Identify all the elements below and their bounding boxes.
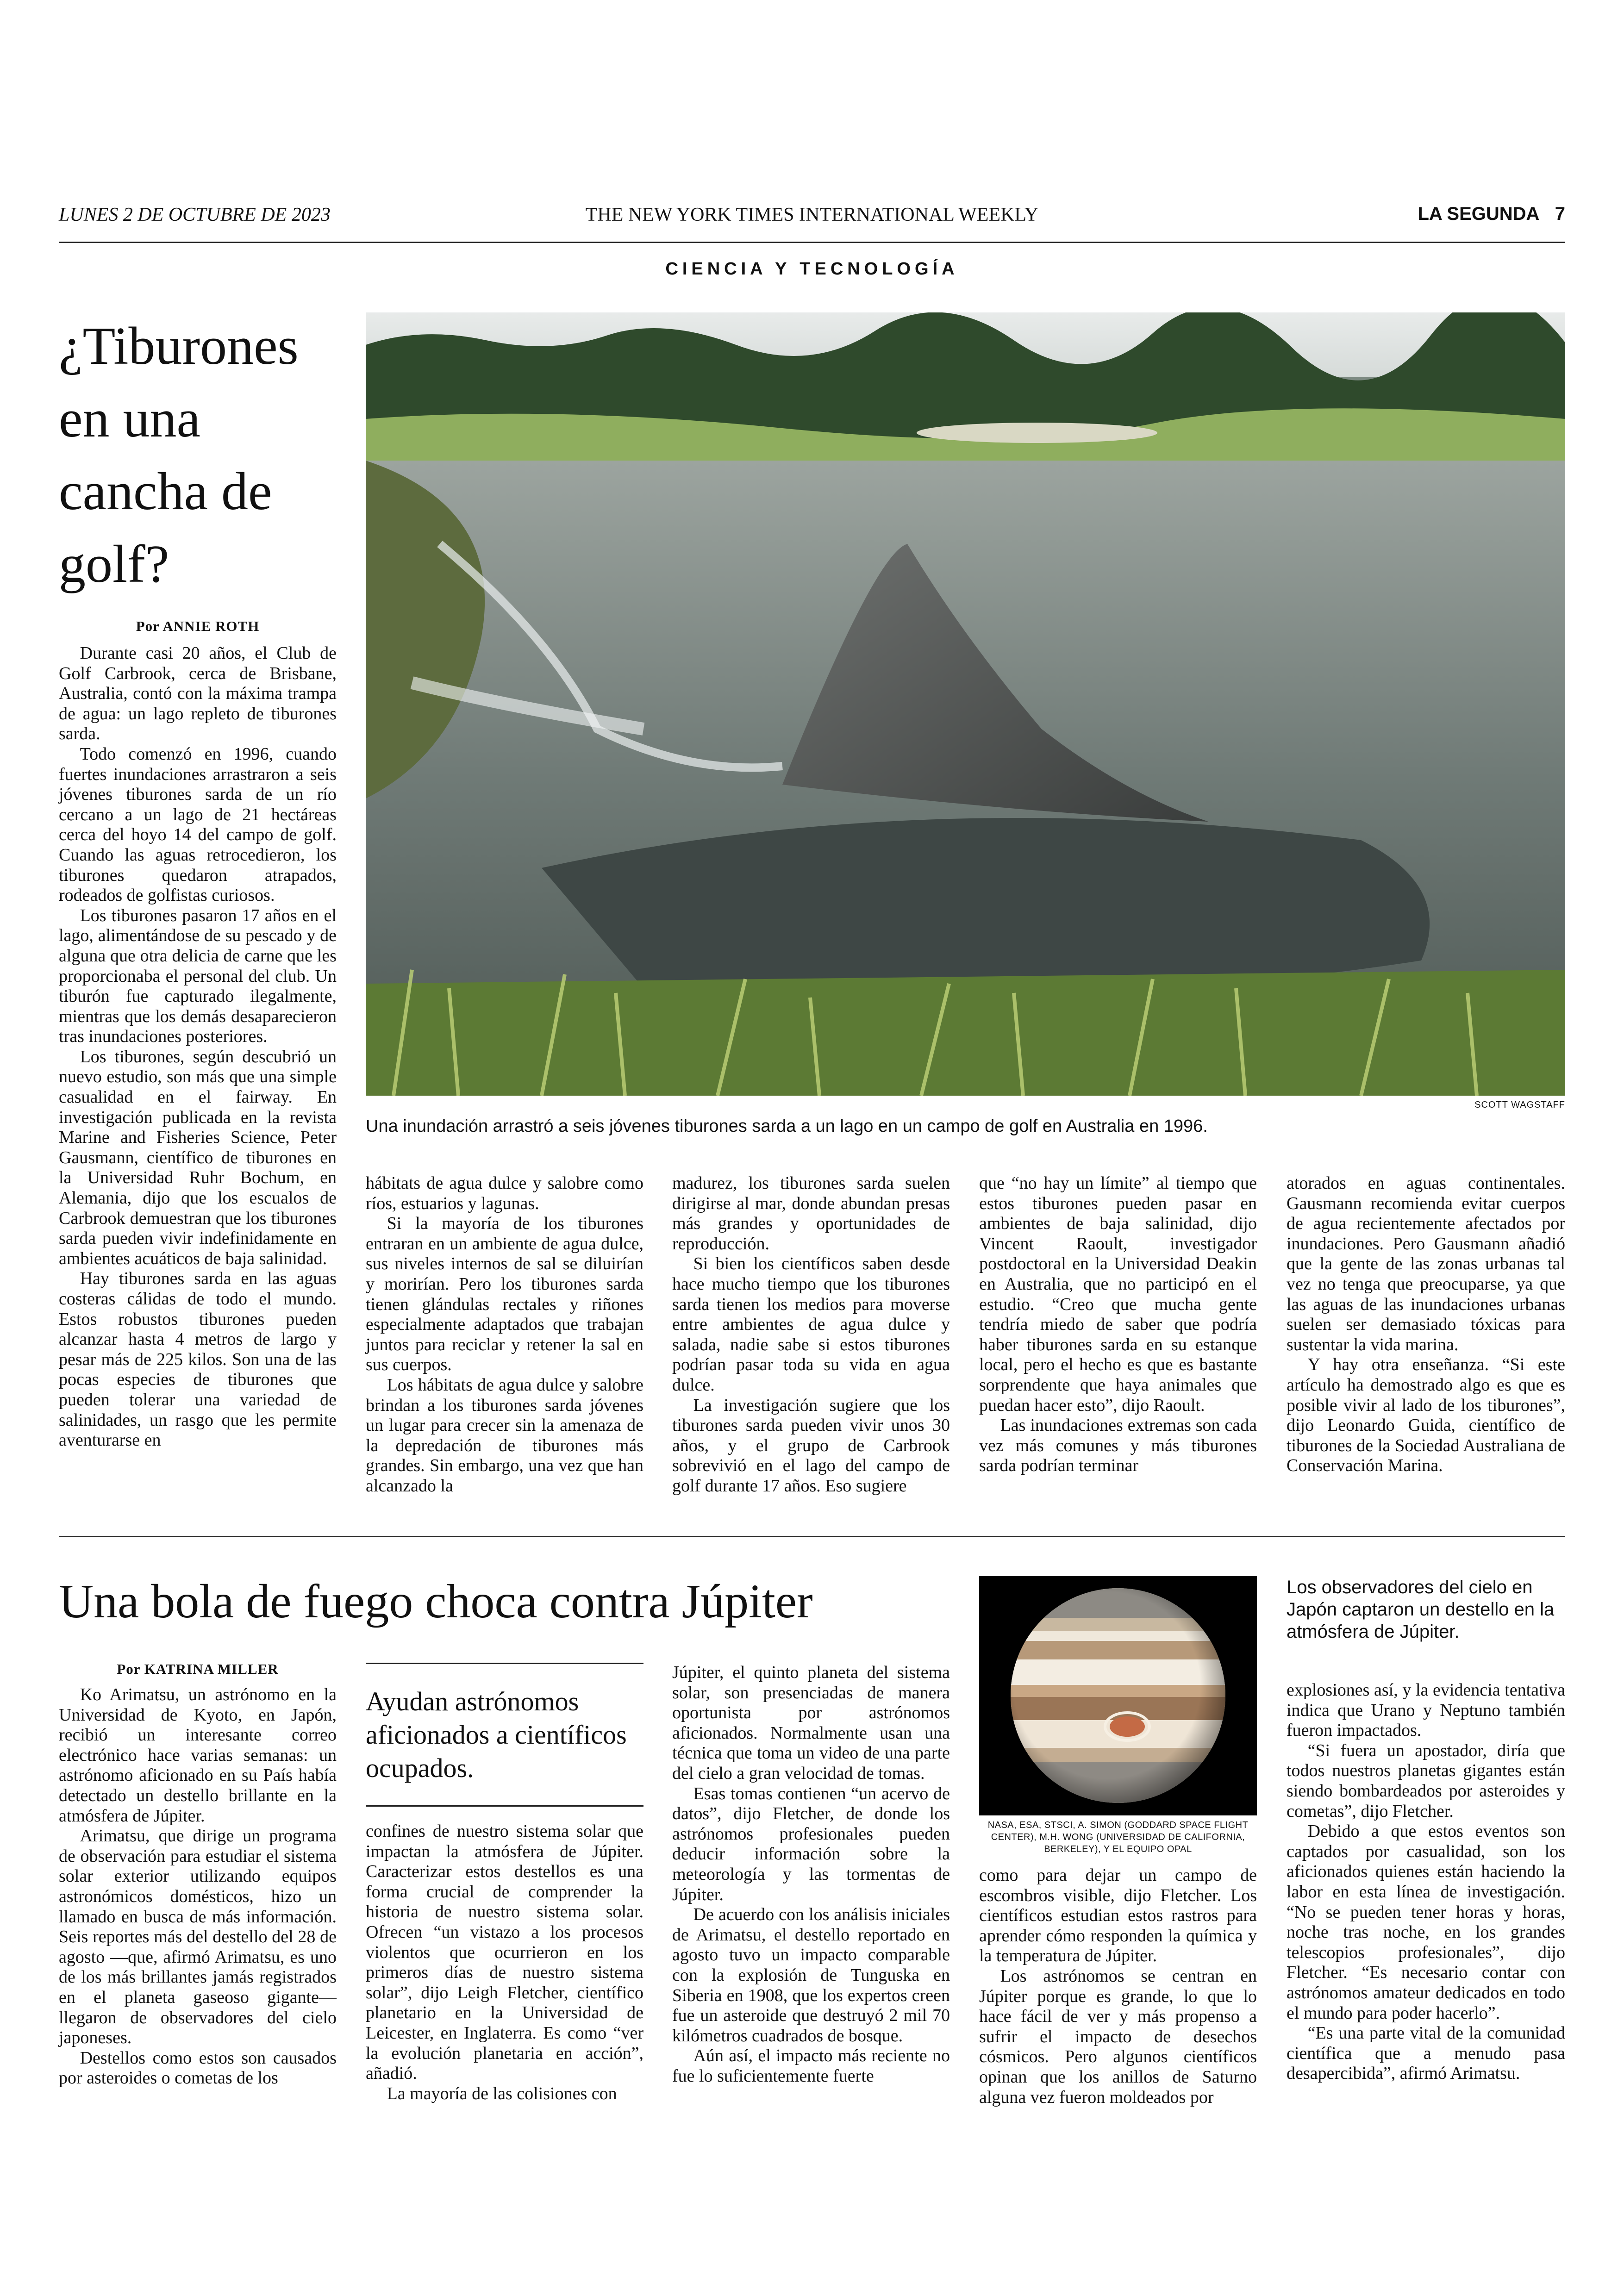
article2-col3 xyxy=(672,1663,950,2086)
article1-col1 xyxy=(59,643,337,1451)
header-date: LUNES 2 DE OCTUBRE DE 2023 xyxy=(59,204,331,225)
shark-photo xyxy=(366,312,1565,1096)
article1-headline: ¿Tiburones en una cancha de golf? xyxy=(59,317,299,594)
paragraph: Júpiter, el quinto planeta del sistema solar, son presenciadas de manera oportunista por astrónomos aficionados. Normalmente usan una técnica que toma un video de una parte del cielo a gran velocidad de tomas. xyxy=(672,1663,950,1783)
paragraph: Debido a que estos eventos son captados por casualidad, son los aficionados quienes están haciendo la labor en esta línea de investigación. “No se pueden tener horas y horas, noche tras noche, en los grandes telescopios profesionales”, dijo Fletcher. “Es necesario contar con astrónomos amateur dedicados en todo el mundo para poder hacerlo”. xyxy=(1287,1821,1565,2023)
paragraph: Las inundaciones extremas son cada vez más comunes y más tiburones sarda podrían terminar xyxy=(979,1416,1257,1476)
paragraph: Todo comenzó en 1996, cuando fuertes inundaciones arrastraron a seis jóvenes tiburones sarda de un río cercano a un lago de 21 hectáreas cerca del hoyo 14 del campo de golf. Cuando las aguas retrocedieron, los tiburones quedaron atrapados, rodeados de golfistas curiosos. xyxy=(59,744,337,905)
paragraph: hábitats de agua dulce y salobre como ríos, estuarios y lagunas. xyxy=(366,1173,643,1213)
paragraph: Aún así, el impacto más reciente no fue lo suficientemente fuerte xyxy=(672,2046,950,2086)
shark-photo-credit: SCOTT WAGSTAFF xyxy=(1474,1100,1565,1110)
paragraph: Esas tomas contienen “un acervo de datos”, dijo Fletcher, de donde los astrónomos profesionales pueden deducir información sobre la meteorología y las tormentas de Júpiter. xyxy=(672,1784,950,1904)
jupiter-photo-credit: NASA, ESA, STSCI, A. SIMON (GODDARD SPACE FLIGHT CENTER), M.H. WONG (UNIVERSIDAD DE CALIFORNIA, BERKELEY), Y EL EQUIPO OPAL xyxy=(987,1820,1249,1854)
paragraph: La mayoría de las colisiones con xyxy=(387,2083,617,2103)
paragraph: confines de nuestro sistema solar que impactan la atmósfera de Júpiter. Caracterizar estos destellos es una forma crucial de comprender la historia de nuestro sistema solar. Ofrecen “un vistazo a los procesos violentos que ocurrieron en los primeros días de nuestro sistema solar”, dijo Leigh Fletcher, científico planetario en la Universidad de Leicester, en Inglaterra. Es como “ver la evolución planetaria en acción”, añadió. xyxy=(366,1821,643,2083)
shark-photo-caption: Una inundación arrastró a seis jóvenes tiburones sarda a un lago en un campo de golf en Australia en 1996. xyxy=(366,1116,1208,1136)
paragraph: atorados en aguas continentales. Gausmann recomienda evitar cuerpos de agua recientemente afectados por inundaciones. Pero Gausmann añadió que la gente de las zonas urbanas tal vez no tenga que preocuparse, ya que las aguas de las inundaciones urbanas suelen ser demasiado tóxicas para sustentar la vida marina. xyxy=(1287,1173,1565,1354)
paragraph: madurez, los tiburones sarda suelen dirigirse al mar, donde abundan presas más grandes y oportunidades de reproducción. xyxy=(672,1173,950,1254)
header-rule xyxy=(59,242,1565,243)
paragraph: Arimatsu, que dirige un programa de observación para estudiar el sistema solar exterior utilizando equipos astronómicos domésticos, hizo un llamado en busca de más información. Seis reportes más del destello del 28 de agosto —que, afirmó Arimatsu, es uno de los más brillantes jamás registrados en el planeta gaseoso gigante— llegaron de observadores del cielo japoneses. xyxy=(59,1826,337,2048)
paragraph: “Si fuera un apostador, diría que todos nuestros planetas gigantes están siendo bombardeados por asteroides y cometas”, dijo Fletcher. xyxy=(1287,1740,1565,1821)
paragraph: Durante casi 20 años, el Club de Golf Carbrook, cerca de Brisbane, Australia, contó con la máxima trampa de agua: un lago repleto de tiburones sarda. xyxy=(59,643,337,744)
paragraph: Si la mayoría de los tiburones entraran en un ambiente de agua dulce, sus niveles internos de sal se diluirían y morirían. Pero los tiburones sarda tienen glándulas rectales y riñones especialmente adaptados que trabajan juntos para reciclar y retener la sal en sus cuerpos. xyxy=(366,1214,643,1375)
pullquote-top-rule xyxy=(366,1663,643,1664)
article1-col3 xyxy=(672,1173,950,1497)
article2-col5 xyxy=(1287,1680,1565,2084)
article2-byline: Por KATRINA MILLER xyxy=(117,1661,279,1677)
paragraph: explosiones así, y la evidencia tentativa indica que Urano y Neptuno también fueron impactados. xyxy=(1287,1680,1565,1740)
paragraph: Destellos como estos son causados por asteroides o cometas de los xyxy=(59,2048,337,2088)
header-page-section: LA SEGUNDA xyxy=(1418,204,1540,224)
jupiter-photo xyxy=(979,1576,1257,1815)
header-publication: THE NEW YORK TIMES INTERNATIONAL WEEKLY xyxy=(585,204,1039,225)
article1-byline: Por ANNIE ROTH xyxy=(136,618,260,634)
article1-col5 xyxy=(1287,1173,1565,1476)
pullquote-bottom-rule xyxy=(366,1805,643,1807)
header-page xyxy=(1418,204,1565,225)
article1-col2 xyxy=(366,1173,643,1497)
jupiter-photo-caption: Los observadores del cielo en Japón captaron un destello en la atmósfera de Júpiter. xyxy=(1287,1577,1555,1642)
paragraph: Ko Arimatsu, un astrónomo en la Universidad de Kyoto, en Japón, recibió un interesante correo electrónico hace varias semanas: un astrónomo aficionado en su País había detectado un destello brillante en la atmósfera de Júpiter. xyxy=(59,1685,337,1826)
paragraph: Hay tiburones sarda en las aguas costeras cálidas de todo el mundo. Estos robustos tiburones pueden alcanzar hasta 4 metros de largo y pesar más de 225 kilos. Son una de las pocas especies de tiburones que pueden tolerar una variedad de salinidades, un rasgo que les permite aventurarse en xyxy=(59,1269,337,1450)
article2-col1 xyxy=(59,1685,337,2089)
section-title: CIENCIA Y TECNOLOGÍA xyxy=(665,259,959,279)
paragraph: como para dejar un campo de escombros visible, dijo Fletcher. Los científicos estudian estos rastros para aprender cómo responden la química y la temperatura de Júpiter. xyxy=(979,1865,1257,1966)
paragraph: Los hábitats de agua dulce y salobre brindan a los tiburones sarda jóvenes un lugar para crecer sin la amenaza de la depredación de tiburones más grandes. Sin embargo, una vez que han alcanzado la xyxy=(366,1375,643,1496)
article2-col2 xyxy=(366,1821,643,2104)
article-divider xyxy=(59,1536,1565,1537)
article1-col4 xyxy=(979,1173,1257,1476)
paragraph: Los astrónomos se centran en Júpiter porque es grande, lo que lo hace fácil de ver y más propenso a sufrir el impacto de desechos cósmicos. Pero algunos científicos opinan que los anillos de Saturno alguna vez fueron moldeados por xyxy=(979,1966,1257,2107)
paragraph: “Es una parte vital de la comunidad científica que a menudo pasa desapercibida”, afirmó Arimatsu. xyxy=(1287,2023,1565,2083)
jupiter-illustration xyxy=(979,1576,1257,1815)
paragraph: Los tiburones, según descubrió un nuevo estudio, son más que una simple casualidad en el fairway. En investigación publicada en la revista Marine and Fisheries Science, Peter Gausmann, científico de tiburones en la Universidad Ruhr Bochum, en Alemania, dijo que los escualos de Carbrook demuestran que los tiburones sarda pueden vivir indefinidamente en ambientes acuáticos de baja salinidad. xyxy=(59,1047,337,1268)
paragraph: que “no hay un límite” al tiempo que estos tiburones pueden pasar en ambientes de baja salinidad, dijo Vincent Raoult, investigador postdoctoral en la Universidad Deakin en Australia, que no participó en el estudio. “Creo que mucha gente tendría miedo de saber que podría haber tiburones sarda en su estanque local, pero el hecho es que es bastante sorprendente que haya animales que puedan hacer esto”, dijo Raoult. xyxy=(979,1173,1257,1415)
article2-col4 xyxy=(979,1865,1257,2108)
paragraph: Si bien los científicos saben desde hace mucho tiempo que los tiburones sarda tienen los medios para moverse entre ambientes de agua dulce y salada, nadie sabe si estos tiburones podrían pasar toda su vida en agua dulce. xyxy=(672,1254,950,1395)
article2-pullquote: Ayudan astrónomos aficionados a científicos ocupados. xyxy=(366,1686,627,1783)
header-page-number: 7 xyxy=(1555,204,1565,224)
paragraph: Y hay otra enseñanza. “Si este artículo ha demostrado algo es que es posible vivir al lado de los tiburones”, dijo Leonardo Guida, científico de tiburones de la Sociedad Australiana de Conservación Marina. xyxy=(1287,1355,1565,1476)
article2-headline: Una bola de fuego choca contra Júpiter xyxy=(59,1575,813,1628)
paragraph: La investigación sugiere que los tiburones sarda pueden vivir unos 30 años, y el grupo de Carbrook sobrevivió en el lago del campo de golf durante 17 años. Eso sugiere xyxy=(672,1395,950,1496)
paragraph: De acuerdo con los análisis iniciales de Arimatsu, el destello reportado en agosto tuvo un impacto comparable con la explosión de Tunguska en Siberia en 1908, que los expertos creen fue un asteroide que destruyó 2 mil 70 kilómetros cuadrados de bosque. xyxy=(672,1905,950,2046)
shark-fin-illustration xyxy=(366,312,1565,1096)
paragraph: Los tiburones pasaron 17 años en el lago, alimentándose de su pescado y de alguna que otra delicia de carne que les proporcionaba el personal del club. Un tiburón fue capturado ilegalmente, mientras que los demás desaparecieron tras inundaciones posteriores. xyxy=(59,905,337,1047)
